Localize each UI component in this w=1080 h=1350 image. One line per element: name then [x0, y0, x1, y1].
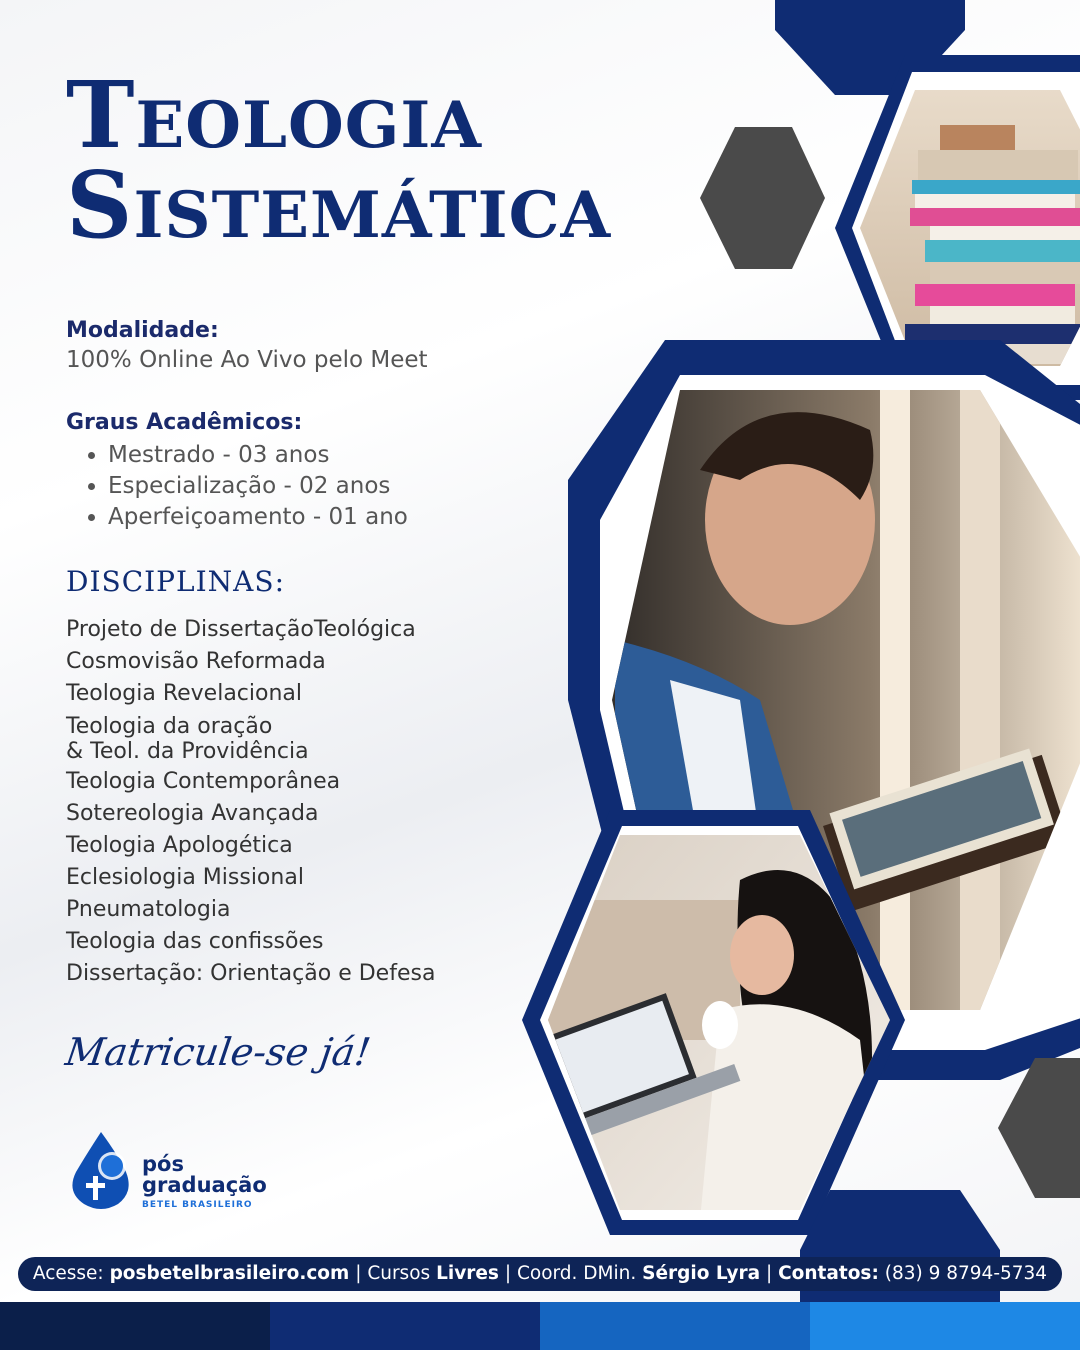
list-item: Teologia da oração & Teol. da Providência — [66, 714, 309, 764]
list-item: Cosmovisão Reformada — [66, 649, 326, 674]
list-item: • Aperfeiçoamento - 01 ano — [108, 502, 408, 533]
footer-acesse: Acesse: — [32, 1263, 104, 1284]
footer-contact-bar — [18, 1257, 1062, 1291]
footer-phone[interactable]: (83) 9 8794-5734 — [884, 1263, 1048, 1284]
hexagon-gray-upper — [700, 127, 825, 269]
footer-separator: | — [355, 1263, 362, 1284]
list-item: Teologia Revelacional — [66, 681, 303, 706]
modalidade-value: 100% Online Ao Vivo pelo Meet — [66, 347, 428, 373]
footer-site-link[interactable]: posbetelbrasileiro.com — [109, 1263, 350, 1284]
page-title — [66, 61, 612, 259]
list-item: Sotereologia Avançada — [66, 801, 319, 826]
list-item: Eclesiologia Missional — [66, 865, 304, 890]
logo-text — [142, 1154, 267, 1196]
footer-separator: | — [504, 1263, 512, 1284]
footer-cursos: Cursos — [367, 1263, 431, 1284]
logo-subtitle: BETEL BRASILEIRO — [142, 1200, 253, 1210]
modalidade-label: Modalidade: — [66, 318, 219, 343]
bottom-band-segment — [810, 1302, 1080, 1350]
title-line-1: Teologia — [66, 61, 482, 169]
graus-label: Graus Acadêmicos: — [66, 410, 303, 435]
bottom-band-segment — [540, 1302, 810, 1350]
list-item: Teologia Contemporânea — [66, 769, 341, 794]
footer-separator: | — [765, 1263, 773, 1284]
logo[interactable] — [66, 1130, 266, 1220]
list-item: Projeto de DissertaçãoTeológica — [66, 617, 416, 642]
list-item: Teologia Apologética — [66, 833, 293, 858]
footer-coord-name: Sérgio Lyra — [642, 1263, 761, 1284]
list-item: Pneumatologia — [66, 897, 231, 922]
disciplinas-list — [66, 614, 435, 990]
logo-line-1: pós — [142, 1152, 184, 1176]
list-item: • Mestrado - 03 anos — [108, 440, 408, 471]
footer-coord: Coord. DMin. — [516, 1263, 637, 1284]
disciplinas-heading: DISCIPLINAS: — [66, 565, 286, 598]
footer-livres: Livres — [436, 1263, 499, 1284]
title-line-2: Sistemática — [66, 151, 612, 259]
footer-contatos-label: Contatos: — [778, 1263, 879, 1284]
bottom-band-segment — [0, 1302, 270, 1350]
list-item: • Especialização - 02 anos — [108, 471, 408, 502]
hexagon-gray-lower — [998, 1058, 1080, 1198]
logo-line-2: graduação — [142, 1173, 267, 1197]
enroll-call-to-action[interactable]: Matricule-se já! — [62, 1030, 374, 1074]
list-item: Dissertação: Orientação e Defesa — [66, 961, 436, 986]
graus-list — [84, 440, 408, 533]
flame-globe-icon — [66, 1130, 136, 1210]
bottom-band-segment — [270, 1302, 540, 1350]
list-item: Teologia das confissões — [66, 929, 324, 954]
